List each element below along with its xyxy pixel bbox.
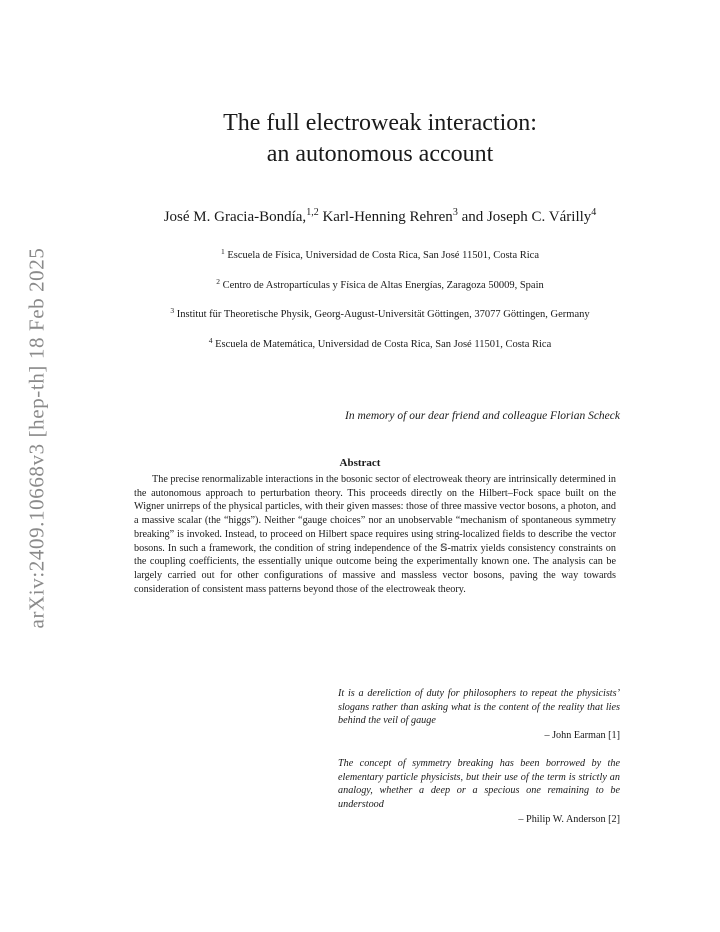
abstract-heading: Abstract [339,457,381,469]
title-line-1: The full electroweak interaction: [223,110,537,136]
paper-title [150,108,610,170]
author-affiliation-mark: 1,2 [306,207,319,218]
epigraph-attribution: – Philip W. Anderson [2] [518,813,620,825]
affiliation-text: Escuela de Física, Universidad de Costa Rica, San José 11501, Costa Rica [227,250,539,261]
author-name: and Joseph C. Várilly [457,209,592,225]
author-list [90,209,670,226]
author-name: Karl-Henning Rehren [318,209,453,225]
abstract-body: The precise renormalizable interactions in the bosonic sector of electroweak theory are intrinsically determined in the autonomous approach to perturbation theory. This proceeds directly on the Hilbert–Fock space built on the Wigner unirreps of the physical particles, with their given masses: those of three massive vector bosons, a photon, and a massive scalar (the “higgs”). Neither “gauge choices” nor an unobservable “mechanism of spontaneous symmetry breaking” is invoked. Instead, to proceed on Hilbert space requires using string-localized fields to describe the vector bosons. In such a framework, the condition of string independence of the 𝕊-matrix yields consistency constraints on the coupling coefficients, the essentially unique outcome being the experimentally known one. The analysis can be largely carried out for other configurations of massive and massless vector bosons, paving the way towards consideration of consistent mass patterns beyond those of the electroweak theory. [134,474,616,595]
affiliation-1 [95,247,665,261]
affiliation-4 [95,336,665,350]
epigraph-text: The concept of symmetry breaking has been borrowed by the elementary particle physicists, but their use of the term is strictly an analogy, whether a deep or a specious one remaining to be understood [338,758,620,811]
epigraph-attribution: – John Earman [1] [544,730,620,742]
author-name: José M. Gracia-Bondía, [163,209,307,225]
epigraph-anderson [338,757,620,827]
affiliation-text: Escuela de Matemática, Universidad de Costa Rica, San José 11501, Costa Rica [215,339,552,350]
affiliation-mark: 3 [170,306,175,315]
epigraph-text: It is a dereliction of duty for philosophers to repeat the physicists’ slogans rather than asking what is the content of the reality that lies behind the veil of gauge [338,688,620,727]
title-line-2: an autonomous account [266,141,494,167]
author-affiliation-mark: 3 [452,207,458,218]
epigraph-earman [338,687,620,743]
author-affiliation-mark: 4 [591,207,597,218]
affiliation-text: Centro de Astropartículas y Física de Altas Energías, Zaragoza 50009, Spain [222,280,544,291]
dedication: In memory of our dear friend and colleague Florian Scheck [345,410,620,422]
affiliation-2 [95,277,665,291]
affiliation-mark: 2 [216,277,220,286]
affiliation-mark: 4 [208,336,213,345]
affiliation-text: Institut für Theoretische Physik, Georg-August-Universität Göttingen, 37077 Göttingen, Germany [176,309,590,320]
affiliation-mark: 1 [220,247,225,256]
arxiv-identifier-stamp: arXiv:2409.10668v3 [hep-th] 18 Feb 2025 [24,247,49,629]
affiliation-3 [95,306,665,320]
